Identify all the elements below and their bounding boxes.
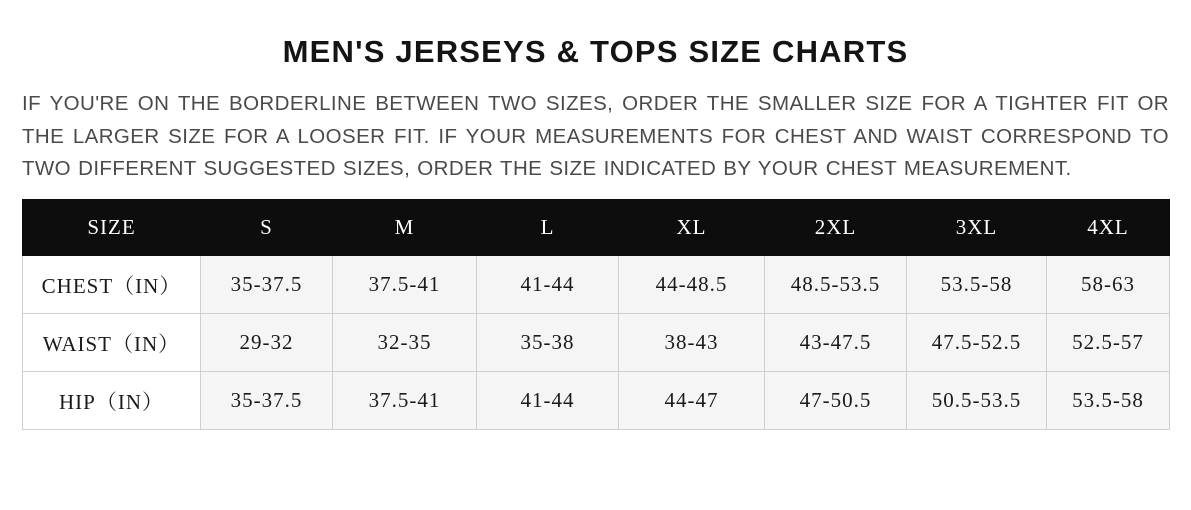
- cell-chest-l: 41-44: [477, 256, 619, 314]
- table-row: [23, 314, 1170, 372]
- cell-hip-xl: 44-47: [619, 372, 765, 430]
- column-header-4xl: 4XL: [1047, 200, 1170, 256]
- column-header-s: S: [201, 200, 333, 256]
- table-row: [23, 372, 1170, 430]
- table-row: [23, 256, 1170, 314]
- column-header-l: L: [477, 200, 619, 256]
- column-header-xl: XL: [619, 200, 765, 256]
- page-title: MEN'S JERSEYS & TOPS SIZE CHARTS: [282, 34, 909, 69]
- row-label-chest: CHEST（IN）: [23, 256, 201, 314]
- intro-paragraph: IF YOU'RE ON THE BORDERLINE BETWEEN TWO SIZES, ORDER THE SMALLER SIZE FOR A TIGHTER FIT OR THE LARGER SIZE FOR A LOOSER FIT. IF YOUR MEASUREMENTS FOR CHEST AND WAIST CORRESPOND TO TWO DIFFERENT SUGGESTED SIZES, ORDER THE SIZE INDICATED BY YOUR CHEST MEASUREMENT.: [22, 92, 1169, 180]
- size-chart-table-container: [0, 185, 1191, 430]
- cell-hip-3xl: 50.5-53.5: [907, 372, 1047, 430]
- cell-chest-3xl: 53.5-58: [907, 256, 1047, 314]
- cell-hip-m: 37.5-41: [333, 372, 477, 430]
- row-label-hip: HIP（IN）: [23, 372, 201, 430]
- cell-waist-3xl: 47.5-52.5: [907, 314, 1047, 372]
- cell-waist-2xl: 43-47.5: [765, 314, 907, 372]
- cell-chest-s: 35-37.5: [201, 256, 333, 314]
- cell-chest-m: 37.5-41: [333, 256, 477, 314]
- cell-hip-4xl: 53.5-58: [1047, 372, 1170, 430]
- column-header-m: M: [333, 200, 477, 256]
- row-label-waist: WAIST（IN）: [23, 314, 201, 372]
- column-header-2xl: 2XL: [765, 200, 907, 256]
- cell-waist-xl: 38-43: [619, 314, 765, 372]
- cell-waist-4xl: 52.5-57: [1047, 314, 1170, 372]
- cell-waist-s: 29-32: [201, 314, 333, 372]
- table-header-row: [23, 200, 1170, 256]
- size-chart-table: [22, 199, 1170, 430]
- cell-hip-l: 41-44: [477, 372, 619, 430]
- cell-waist-l: 35-38: [477, 314, 619, 372]
- cell-hip-s: 35-37.5: [201, 372, 333, 430]
- cell-hip-2xl: 47-50.5: [765, 372, 907, 430]
- cell-chest-xl: 44-48.5: [619, 256, 765, 314]
- cell-waist-m: 32-35: [333, 314, 477, 372]
- cell-chest-2xl: 48.5-53.5: [765, 256, 907, 314]
- column-header-size: SIZE: [23, 200, 201, 256]
- column-header-3xl: 3XL: [907, 200, 1047, 256]
- cell-chest-4xl: 58-63: [1047, 256, 1170, 314]
